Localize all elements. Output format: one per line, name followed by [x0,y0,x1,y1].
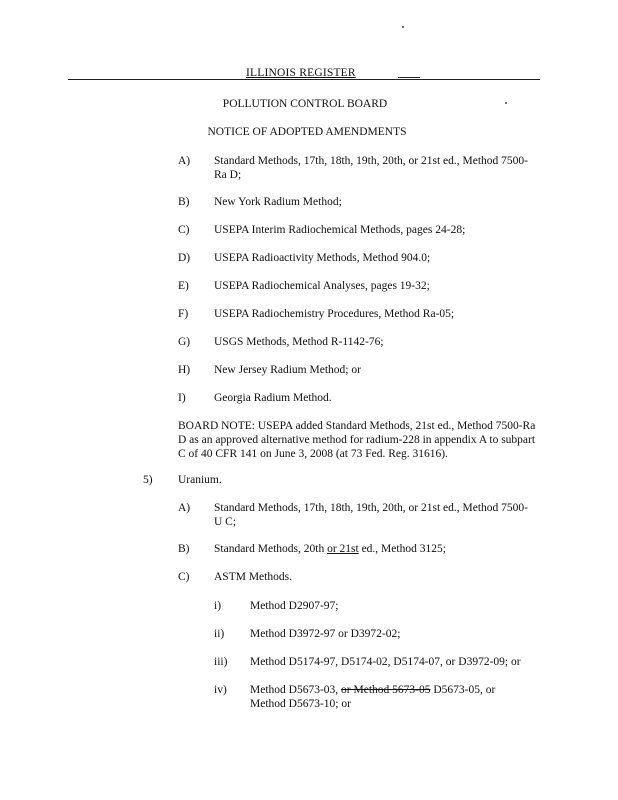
item-label: H) [178,364,191,376]
item-label: A) [178,502,191,514]
item-label: E) [178,280,189,292]
header-dash [398,77,420,78]
subitem-label: i) [214,600,222,612]
subitem-text-continued: Method D5673-10; or [250,698,351,710]
board-name: POLLUTION CONTROL BOARD [222,98,388,110]
register-title: ILLINOIS REGISTER [246,67,356,79]
subitem-text: Method D5174-97, D5174-02, D5174-07, or D3972-09; or [250,656,521,668]
item-text: New Jersey Radium Method; or [214,364,361,376]
item-text: Georgia Radium Method. [214,392,332,404]
subitem-text-start: Method D5673-03, [250,684,342,696]
item-text: USEPA Radiochemistry Procedures, Method Ra-05; [214,308,455,320]
item-text [214,542,534,556]
subitem-text: Method D3972-97 or D3972-02; [250,628,401,640]
item-text-before: Standard Methods, 20th [214,543,328,555]
item-text-after: ed., Method 3125; [358,543,446,555]
scan-speck [402,26,404,28]
scan-speck [505,102,507,104]
subitem-label: iii) [214,656,228,668]
item-text: New York Radium Method; [214,196,342,208]
section-title: Uranium. [178,474,222,486]
subitem-label: iv) [214,684,227,696]
section-label: 5) [143,474,153,486]
item-label: A) [178,155,191,167]
subitem-text-mid: D5673-05, or [430,684,496,696]
item-label: G) [178,336,191,348]
item-label: B) [178,543,190,555]
header-rule [68,79,540,80]
board-note: BOARD NOTE: USEPA added Standard Methods, 21st ed., Method 7500-Ra D as an approved alternative method for radium-228 in appendix A to subpart C of 40 CFR 141 on June 3, 2008 (at 73 Fed. Reg. 31616). [178,420,536,460]
item-label: I) [178,392,186,404]
item-text: USGS Methods, Method R-1142-76; [214,336,384,348]
inserted-text: or 21st [327,543,359,555]
item-text: USEPA Radioactivity Methods, Method 904.0; [214,252,431,264]
item-label: F) [178,308,189,320]
item-text: ASTM Methods. [214,571,292,583]
item-label: D) [178,252,191,264]
subitem-label: ii) [214,628,225,640]
subitem-text: Method D2907-97; [250,600,339,612]
item-text: USEPA Radiochemical Analyses, pages 19-32; [214,280,430,292]
notice-title: NOTICE OF ADOPTED AMENDMENTS [207,126,407,138]
subitem-text [250,683,550,697]
item-text: Standard Methods, 17th, 18th, 19th, 20th, or 21st ed., Method 7500-Ra D; [214,155,528,181]
item-label: B) [178,196,190,208]
deleted-text: or Method 5673-05 [341,684,431,696]
item-text: Standard Methods, 17th, 18th, 19th, 20th, or 21st ed., Method 7500-U C; [214,502,528,528]
item-label: C) [178,224,190,236]
item-text: USEPA Interim Radiochemical Methods, pages 24-28; [214,224,466,236]
item-label: C) [178,571,190,583]
